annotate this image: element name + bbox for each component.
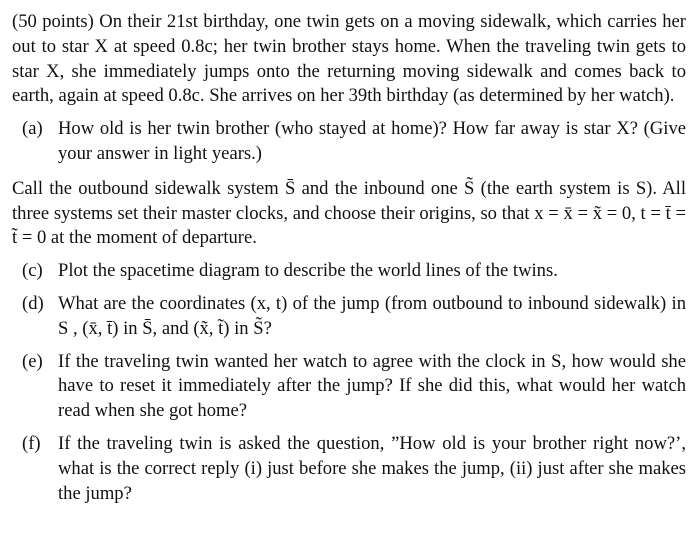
part-f [12, 432, 686, 506]
part-d [12, 292, 686, 342]
part-f-text: If the traveling twin is asked the question, ”How old is your brother right now?’, what is the correct reply (i) just before she makes the jump, (ii) just after she makes the jump? [58, 432, 686, 504]
parts-rest-list [12, 259, 686, 506]
part-f-label: (f) [22, 432, 41, 454]
part-d-label: (d) [22, 292, 44, 314]
part-a-label: (a) [22, 118, 43, 140]
part-c-label: (c) [22, 260, 43, 282]
parts-first-list [12, 117, 686, 167]
part-e [12, 350, 686, 424]
part-c-text: Plot the spacetime diagram to describe the world lines of the twins. [58, 260, 558, 282]
part-c [12, 259, 686, 284]
problem-middle: Call the outbound sidewalk system S̄ and the inbound one S̃ (the earth system is S). All three systems set their master clocks, and choose their origins, so that x = x̄ = x̃ = 0, t = t̄ = t̃ = 0 at the moment of departure. [12, 177, 686, 249]
problem-intro: (50 points) On their 21st birthday, one twin gets on a moving sidewalk, which carries her out to star X at speed 0.8c; her twin brother stays home. When the traveling twin gets to star X, she immediately jumps onto the returning moving sidewalk and comes back to earth, again at speed 0.8c. She arrives on her 39th birthday (as determined by her watch). [12, 11, 686, 107]
part-e-text: If the traveling twin wanted her watch to agree with the clock in S, how would she have to reset it immediately after the jump? If she did this, what would her watch read when she got home? [58, 350, 686, 422]
part-e-label: (e) [22, 350, 43, 372]
part-d-text: What are the coordinates (x, t) of the jump (from outbound to inbound sidewalk) in S , (x̄, t̄) in S̄, and (x̃, t̃) in S̃? [58, 292, 686, 339]
part-a [12, 117, 686, 167]
part-a-text: How old is her twin brother (who stayed at home)? How far away is star X? (Give your answer in light years.) [58, 118, 686, 164]
